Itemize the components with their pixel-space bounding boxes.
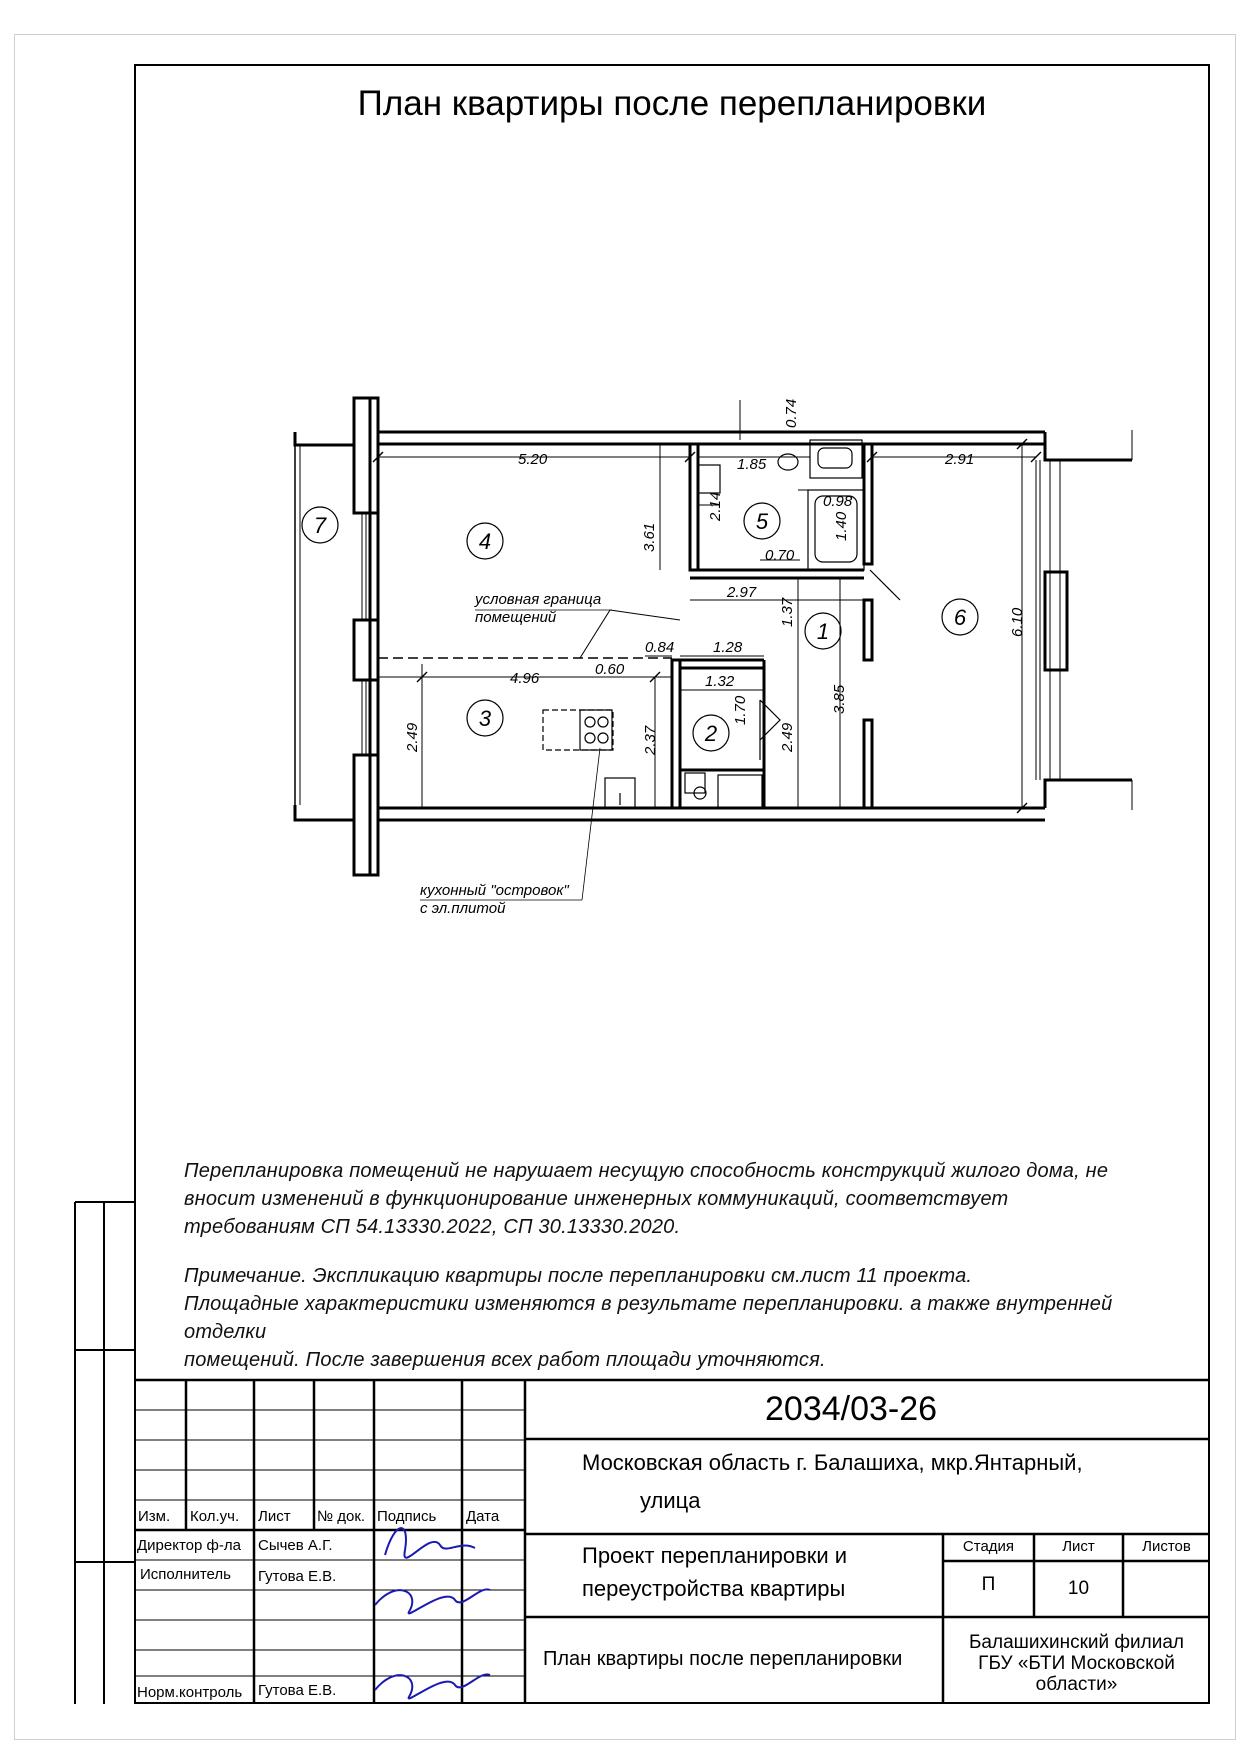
stage-value: П	[981, 1574, 996, 1595]
col-list: Лист	[258, 1508, 291, 1525]
org-line1: Балашихинский филиал	[968, 1632, 1185, 1653]
project-line2: переустройства квартиры	[582, 1576, 846, 1601]
room-1-number: 1	[816, 619, 830, 644]
note-line: помещений. После завершения всех работ площади уточняются.	[184, 1349, 826, 1371]
dim-label: 0.74	[783, 398, 800, 428]
note-line: требованиям СП 54.13330.2022, СП 30.13330.2020.	[184, 1216, 681, 1238]
note-line: Площадные характеристики изменяются в результате перепланировки. а также внутренней отделки	[184, 1293, 1113, 1343]
note-line: Примечание. Экспликацию квартиры после перепланировки см.лист 11 проекта.	[184, 1265, 973, 1287]
dim-label: 1.40	[833, 511, 850, 541]
room-5-number: 5	[755, 509, 769, 534]
role-director: Директор ф-ла	[137, 1537, 241, 1554]
dim-label: 0.98	[823, 493, 853, 510]
dim-label: 1.37	[779, 597, 796, 627]
dim-label: 0.60	[595, 661, 625, 678]
dim-label: 0.70	[765, 547, 795, 564]
project-line1: Проект перепланировки и	[582, 1543, 848, 1568]
room-6-number: 6	[953, 605, 967, 630]
col-izm: Изм.	[138, 1508, 171, 1525]
room-4-number: 4	[478, 529, 492, 554]
dim-label: 2.91	[945, 451, 975, 468]
room-2-number: 2	[704, 721, 718, 746]
page-title: План квартиры после перепланировки	[357, 84, 987, 123]
room-7-number: 7	[313, 513, 327, 538]
boundary-note-line2: помещений	[475, 609, 557, 626]
dim-label: 1.32	[705, 673, 735, 690]
room-3-number: 3	[478, 706, 492, 731]
dim-label: 5.20	[518, 451, 548, 468]
note-line: Перепланировка помещений не нарушает несущую способность конструкций жилого дома, не	[184, 1160, 1109, 1182]
dim-label: 2.37	[642, 725, 659, 755]
sheet-title: План квартиры после перепланировки	[543, 1648, 903, 1670]
name-norm-control: Гутова Е.В.	[258, 1682, 337, 1699]
dim-label: 1.28	[713, 639, 743, 656]
col-signature: Подпись	[377, 1508, 437, 1525]
col-doc-no: № док.	[317, 1508, 366, 1525]
sheets-label: Листов	[1142, 1538, 1191, 1555]
role-norm-control: Норм.контроль	[137, 1684, 243, 1701]
dim-label: 3.85	[831, 684, 848, 714]
signature-marks	[375, 1528, 490, 1698]
org-line2: ГБУ «БТИ Московской	[978, 1653, 1175, 1674]
sheet-label: Лист	[1062, 1538, 1095, 1555]
address-line1: Московская область г. Балашиха, мкр.Янтарный,	[582, 1450, 1083, 1475]
sheet-value: 10	[1067, 1578, 1090, 1599]
island-note-line2: с эл.плитой	[420, 900, 506, 917]
dim-label: 2.49	[404, 722, 421, 752]
dim-label: 3.61	[641, 522, 658, 552]
address-line2: улица	[640, 1488, 701, 1513]
island-note-line1: кухонный "островок"	[420, 882, 569, 899]
doc-number: 2034/03-26	[765, 1390, 938, 1428]
stage-label: Стадия	[962, 1538, 1015, 1555]
name-director: Сычев А.Г.	[258, 1537, 333, 1554]
col-kol-uch: Кол.уч.	[190, 1508, 240, 1525]
col-date: Дата	[466, 1508, 500, 1525]
dim-label: 2.49	[779, 722, 796, 752]
role-executor: Исполнитель	[140, 1566, 231, 1583]
dim-label: 2.97	[727, 584, 757, 601]
note-line: вносит изменений в функционирование инженерных коммуникаций, соответствует	[184, 1188, 1009, 1210]
dim-label: 1.85	[737, 456, 767, 473]
dim-label: 2.14	[707, 491, 724, 521]
dim-label: 0.84	[645, 639, 675, 656]
boundary-note-line1: условная граница	[475, 591, 602, 608]
dim-label: 1.70	[732, 695, 749, 725]
org-line3: области»	[1035, 1674, 1118, 1695]
dim-label: 4.96	[510, 670, 540, 687]
name-executor: Гутова Е.В.	[258, 1568, 337, 1585]
dim-label: 6.10	[1009, 607, 1026, 637]
